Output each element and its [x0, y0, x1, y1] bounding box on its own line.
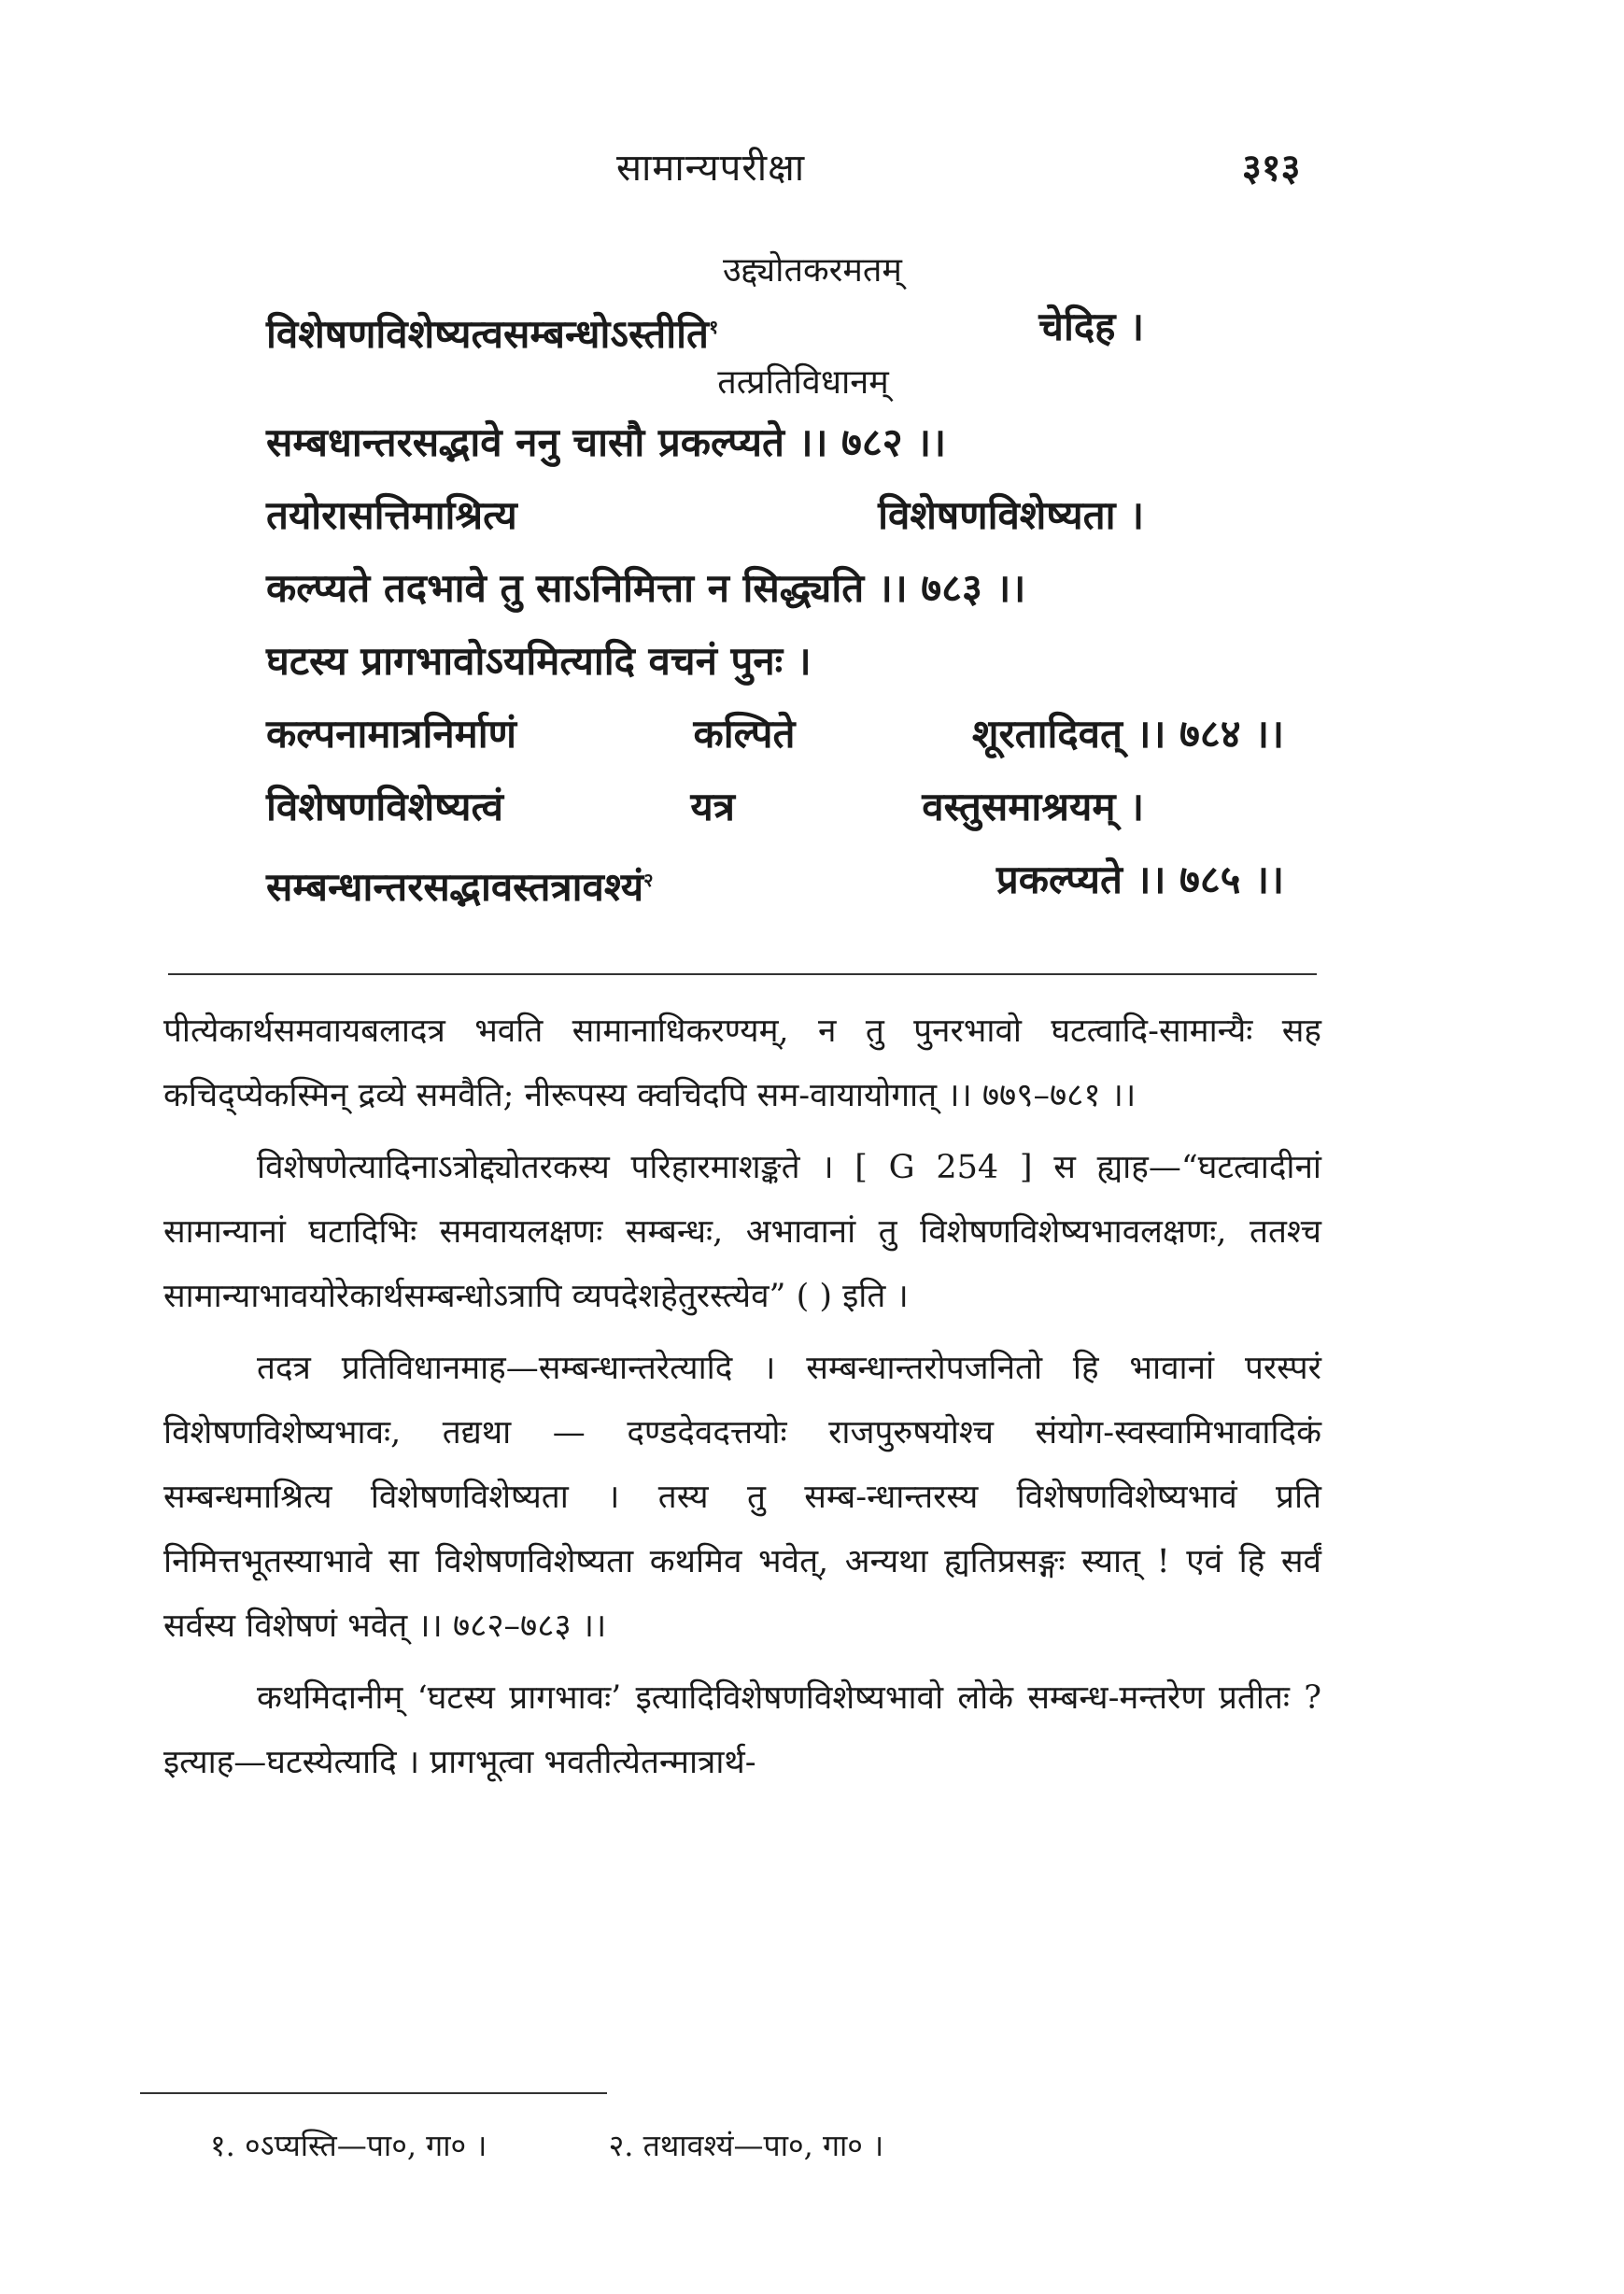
verse-line-7: [266, 771, 1284, 843]
footnote-divider: [140, 2092, 607, 2094]
verse-line-5: [266, 625, 1284, 698]
commentary-paragraph: तदत्र प्रतिविधानमाह—सम्बन्धान्तरेत्यादि । सम्बन्धान्तरोपजनितो हि भावानां परस्परं विशेषणविशेष्यभावः, तद्यथा — दण्डदेवदत्तयोः राजपुरुषयोश्च संयोग-स्वस्वामिभावादिकं सम्बन्धमाश्रित्य विशेषणविशेष्यता । तस्य तु सम्ब-न्धान्तरस्य विशेषणविशेष्यभावं प्रति निमित्तभूतस्याभावे सा विशेषणविशेष्यता कथमिव भवेत्, अन्यथा ह्यतिप्रसङ्गः स्यात् ! एवं हि सर्वं सर्वस्य विशेषणं भवेत् ।। ७८२–७८३ ।।: [163, 1350, 1321, 1645]
verse-text: प्रकल्प्यते ।। ७८५ ।।: [996, 857, 1284, 902]
running-head: [0, 140, 1624, 196]
footnote-1: १. ०ऽप्यस्ति—पा०, गा० ।: [210, 2128, 487, 2163]
verse-text: सम्बधान्तरसद्भावे ननु चासौ प्रकल्प्यते ।। ७८२ ।।: [266, 419, 947, 465]
verse-text: विशेषणविशेष्यत्वं: [266, 784, 503, 829]
verse-line-4: [266, 552, 1284, 625]
verse-text: विशेषणविशेष्यता ।: [878, 492, 1144, 538]
verse-text: कल्पिते: [693, 711, 796, 757]
verse-line-2: [266, 406, 1284, 479]
verse-text: कल्पनामात्रनिर्माणं: [266, 711, 517, 757]
verse-heading-uddyotakara: उद्द्योतकरमतम्: [723, 251, 902, 290]
verse-text: चेदिह ।: [1038, 304, 1144, 349]
verse-commentary-divider: [168, 973, 1317, 975]
verse-text: विशेषणविशेष्यत्वसम्बन्धोऽस्तीति: [266, 311, 709, 357]
verse-text: शूरतादिवत् ।। ७८४ ।।: [971, 711, 1284, 757]
page-number: ३१३: [1242, 146, 1301, 190]
commentary-paragraph: पीत्येकार्थसमवायबलादत्र भवति सामानाधिकरण्यम्, न तु पुनरभावो घटत्वादि-सामान्यैः सह कचिद्प्येकस्मिन् द्रव्ये समवैति; नीरूपस्य क्वचिदपि सम-वायायोगात् ।। ७७९–७८१ ।।: [163, 1012, 1321, 1114]
verse-line-8: [266, 843, 1284, 916]
footnote-marker: १: [708, 316, 719, 338]
running-title: सामान्यपरीक्षा: [616, 147, 806, 190]
footnote-2: २. तथावश्यं—पा०, गा० ।: [608, 2128, 884, 2163]
verse-heading-pratividhana: तत्प्रतिविधानम्: [717, 363, 889, 402]
verse-text: यत्र: [690, 784, 735, 829]
commentary: [163, 999, 1321, 1803]
verse-line-3: [266, 479, 1284, 552]
verse-text: कल्प्यते तदभावे तु साऽनिमित्ता न सिद्ध्यति ।। ७८३ ।।: [266, 565, 1026, 611]
footnotes: [210, 2125, 1331, 2165]
verse-text: घटस्य प्रागभावोऽयमित्यादि वचनं पुनः ।: [266, 638, 812, 684]
verse-line-6: [266, 698, 1284, 771]
footnote-marker: २: [643, 869, 654, 891]
verse-line-1: [266, 294, 1284, 360]
commentary-paragraph: कथमिदानीम् ‘घटस्य प्रागभावः’ इत्यादिविशेषणविशेष्यभावो लोके सम्बन्ध-मन्तरेण प्रतीतः ? इत्याह—घटस्येत्यादि । प्रागभूत्वा भवतीत्येतन्मात्रार्थ-: [163, 1679, 1321, 1781]
commentary-paragraph: विशेषणेत्यादिनाऽत्रोद्द्योतरकस्य परिहारमाशङ्कते । [ G 254 ] स ह्याह—“घटत्वादीनां सामान्यानां घटादिभिः समवायलक्षणः सम्बन्धः, अभावानां तु विशेषणविशेष्यभावलक्षणः, ततश्च सामान्याभावयोरेकार्थसम्बन्धोऽत्रापि व्यपदेशहेतुरस्त्येव” ( ) इति ।: [163, 1149, 1321, 1315]
verse-text: वस्तुसमाश्रयम् ।: [922, 784, 1144, 829]
verse-block: [266, 248, 1284, 916]
verse-text: सम्बन्धान्तरसद्भावस्तत्रावश्यं: [266, 864, 644, 910]
verse-text: तयोरासत्तिमाश्रित्य: [266, 492, 517, 538]
